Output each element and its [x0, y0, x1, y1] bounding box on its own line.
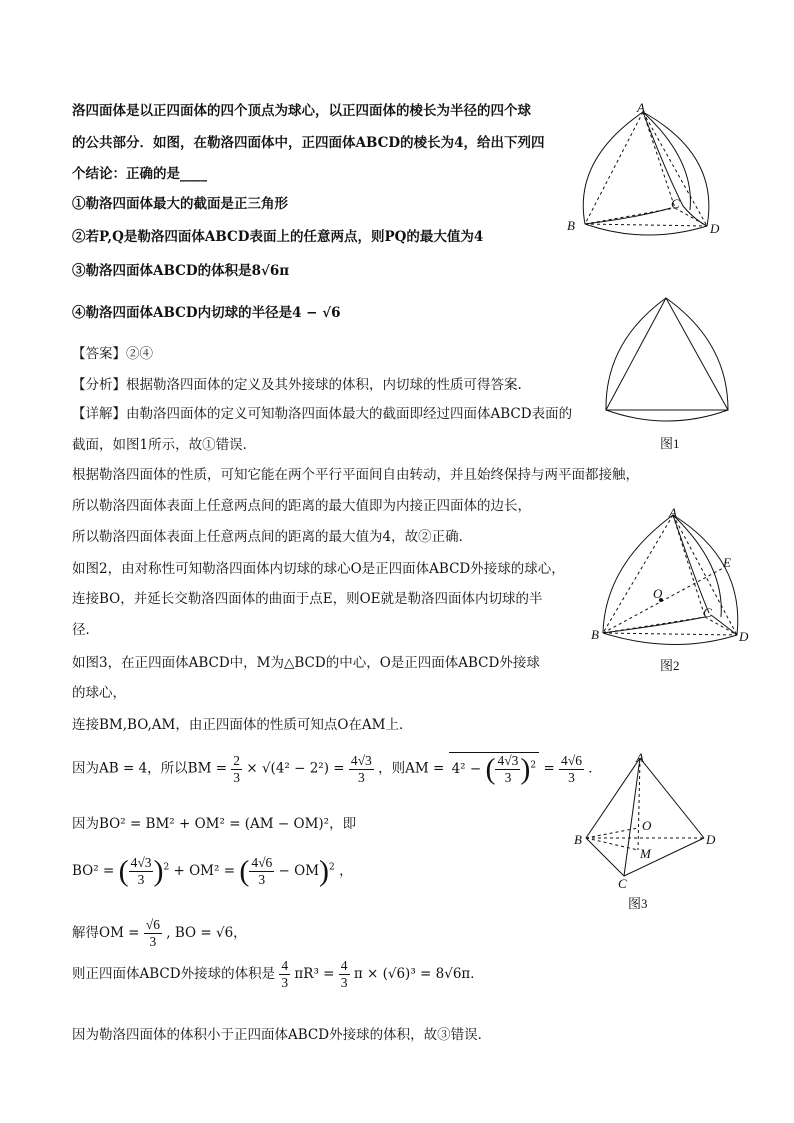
- label-a: A: [636, 750, 644, 765]
- volume-tail: πR³ =: [294, 966, 335, 982]
- frac-num: 4√6: [251, 855, 273, 870]
- om-minus: − OM: [278, 863, 320, 879]
- paren-open: (: [239, 854, 250, 888]
- frac-num: √6: [145, 917, 160, 932]
- paren-close: ): [153, 854, 164, 888]
- sqrt-am: [449, 752, 540, 786]
- equation-solve: [72, 917, 247, 950]
- arc-ac: [673, 515, 709, 613]
- frac-num: 4√3: [350, 752, 372, 768]
- equation-bm-am: [72, 752, 602, 786]
- frac-4root3-over-3-inner: [495, 753, 520, 786]
- bo-lhs: BO² =: [72, 863, 115, 879]
- edge-bd: [603, 633, 737, 635]
- arc-cd: [711, 615, 737, 635]
- detail-6: 如图2，由对称性可知勒洛四面体内切球的球心O是正四面体ABCD外接球的球心，: [72, 561, 565, 577]
- detail-11: 连接BM,BO,AM，由正四面体的性质可知点O在AM上．: [72, 717, 413, 733]
- option-4: ④勒洛四面体ABCD内切球的半径是4 − √6: [72, 305, 341, 321]
- detail-17: 因为勒洛四面体的体积小于正四面体ABCD外接球的体积，故③错误．: [72, 1027, 492, 1043]
- frac-num: 2: [233, 752, 241, 768]
- detail-8: 径．: [72, 622, 99, 638]
- solve-tail: , BO = √6，: [166, 925, 247, 941]
- detail-1: 【详解】由勒洛四面体的定义可知勒洛四面体最大的截面即经过四面体ABCD表面的: [72, 406, 573, 422]
- frac-den: 3: [258, 872, 266, 887]
- arc-ac-2: [643, 112, 690, 210]
- caption-fig-1: 图1: [660, 436, 680, 451]
- frac-num: 4√3: [130, 855, 152, 870]
- edge-cd: [624, 838, 704, 876]
- edge-ab: [603, 515, 673, 633]
- edge-ac: [624, 758, 640, 876]
- eq-sign: =: [543, 760, 560, 777]
- arc-bottom: [606, 410, 728, 421]
- label-b: B: [567, 218, 575, 233]
- frac-den: 3: [357, 769, 365, 785]
- paren-open: (: [118, 854, 129, 888]
- label-d: D: [739, 629, 749, 644]
- figure-2-inscribed: [585, 505, 760, 655]
- problem-line-3: 个结论：正确的是____: [72, 166, 207, 182]
- frac-4root3-over-3: [129, 855, 154, 888]
- segment-bm: [586, 838, 638, 850]
- label-c: C: [703, 605, 712, 620]
- detail-13: 因为BO² = BM² + OM² = (AM − OM)²，即: [72, 816, 357, 832]
- label-b: B: [591, 627, 599, 642]
- frac-den: 3: [504, 770, 512, 785]
- frac-den: 3: [340, 975, 348, 990]
- edge-ab: [585, 112, 643, 224]
- detail-3: 根据勒洛四面体的性质，可知它能在两个平行平面间自由转动，并且始终保持与两平面都接触，: [72, 467, 639, 483]
- arc-bd: [603, 633, 737, 645]
- label-c: C: [671, 196, 680, 211]
- solve-prefix: 解得OM =: [72, 925, 144, 941]
- detail-9: 如图3，在正四面体ABCD中，M为△BCD的中心，O是正四面体ABCD外接球: [72, 655, 540, 671]
- figure-3-tetrahedron: [572, 750, 722, 890]
- label-c: C: [618, 876, 627, 890]
- eq-bm-tail: × √(4² − 2²) =: [246, 760, 345, 777]
- exp-2: 2: [530, 760, 537, 771]
- frac-4root3-over-3: [349, 753, 374, 786]
- volume-prefix: 则正四面体ABCD外接球的体积是: [72, 966, 276, 982]
- option-1: ①勒洛四面体最大的截面是正三角形: [72, 196, 288, 212]
- label-d: D: [706, 832, 716, 847]
- comma: ，: [339, 863, 353, 879]
- arc-ac: [643, 112, 683, 206]
- detail-4: 所以勒洛四面体表面上任意两点间的距离的最大值即为内接正四面体的边长，: [72, 498, 531, 514]
- option-2: ②若P,Q是勒洛四面体ABCD表面上的任意两点，则PQ的最大值为4: [72, 229, 484, 245]
- frac-two-thirds: [231, 753, 242, 786]
- label-m: M: [640, 846, 651, 861]
- paren-close: ): [520, 752, 531, 786]
- equation-bo: [72, 855, 353, 888]
- frac-4-over-3: [279, 958, 290, 991]
- edge-bd: [585, 224, 707, 226]
- paren-close: ): [319, 854, 330, 888]
- paren-open: (: [485, 752, 496, 786]
- frac-den: 3: [568, 769, 575, 785]
- edge-bc: [586, 838, 624, 876]
- detail-5: 所以勒洛四面体表面上任意两点间的距离的最大值为4，故②正确．: [72, 529, 473, 545]
- arc-cd: [683, 206, 707, 226]
- caption-fig-3: 图3: [628, 896, 648, 911]
- frac-den: 3: [149, 934, 157, 949]
- detail-7: 连接BO，并延长交勒洛四面体的曲面于点E，则OE就是勒洛四面体内切球的半: [72, 591, 543, 607]
- frac-den: 3: [137, 872, 145, 887]
- om-plus: + OM² =: [173, 863, 236, 879]
- detail-10: 的球心，: [72, 685, 126, 701]
- frac-root6-over-3: [144, 917, 162, 950]
- problem-line-1: 洛四面体是以正四面体的四个顶点为球心，以正四面体的棱长为半径的四个球: [72, 103, 531, 119]
- label-d: D: [710, 221, 720, 236]
- label-o: O: [653, 586, 663, 601]
- frac-den: 3: [233, 769, 241, 785]
- figure-reuleaux-top: [555, 100, 735, 240]
- edge-ab: [586, 758, 640, 838]
- frac-num: 4√3: [497, 753, 519, 768]
- label-a: A: [669, 505, 677, 520]
- frac-num: 4: [340, 958, 348, 973]
- detail-2: 截面，如图1所示，故①错误．: [72, 437, 257, 453]
- frac-den: 3: [281, 975, 289, 990]
- am-inner: 4² −: [451, 761, 482, 777]
- label-o: O: [642, 818, 652, 833]
- eq-bm-prefix: 因为AB = 4，所以BM =: [72, 760, 232, 777]
- label-b: B: [574, 832, 582, 847]
- label-e: E: [723, 555, 731, 570]
- option-3: ③勒洛四面体ABCD的体积是8√6π: [72, 263, 290, 279]
- analysis: 【分析】根据勒洛四面体的定义及其外接球的体积，内切球的性质可得答案.: [72, 377, 522, 393]
- triangle-section: [606, 298, 728, 410]
- answer: 【答案】②④: [72, 346, 153, 362]
- volume-result: π × (√6)³ = 8√6π．: [353, 966, 484, 982]
- frac-num: 4: [281, 958, 289, 973]
- label-a: A: [637, 100, 645, 115]
- equation-volume: [72, 958, 484, 991]
- period: ．: [588, 760, 602, 777]
- frac-4-over-3-b: [339, 958, 350, 991]
- eq-am-prefix: ，则AM =: [378, 760, 449, 777]
- frac-4root6-over-3: [249, 855, 274, 888]
- caption-fig-2: 图2: [660, 658, 680, 673]
- exp-2: 2: [163, 862, 170, 873]
- frac-num: 4√6: [561, 752, 582, 768]
- exp-2: 2: [329, 862, 335, 873]
- arc-bc: [603, 617, 705, 633]
- figure-1-section: [600, 292, 735, 432]
- problem-line-2: 的公共部分．如图，在勒洛四面体中，正四面体ABCD的棱长为4，给出下列四: [72, 135, 545, 151]
- arc-ac-2: [673, 515, 721, 617]
